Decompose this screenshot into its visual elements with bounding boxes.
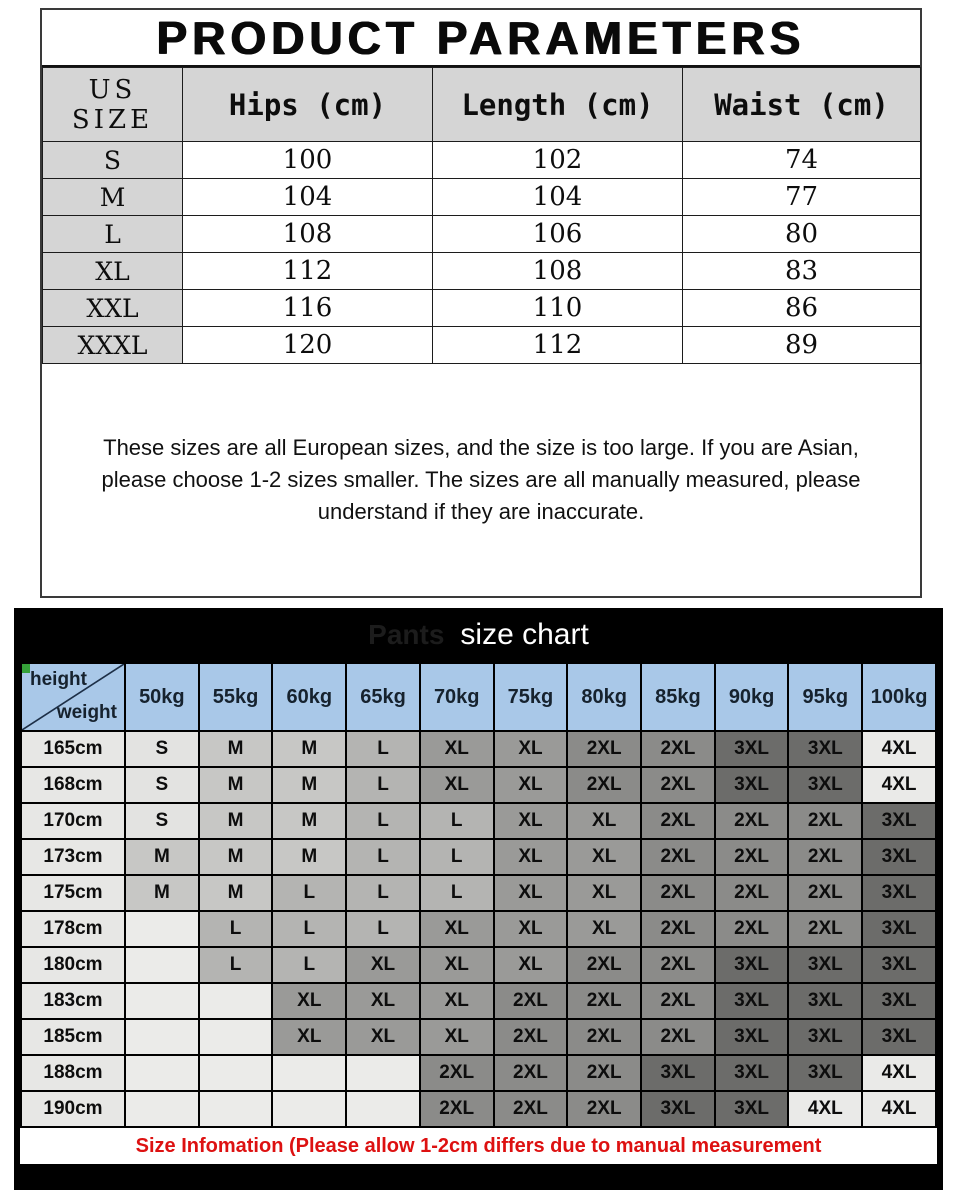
- sc-table-row: [21, 911, 936, 947]
- size-cell: 3XL: [715, 1055, 789, 1091]
- sc-table-row: [21, 1055, 936, 1091]
- pp-table-row: [43, 142, 921, 179]
- pp-value-cell: 108: [183, 216, 433, 253]
- pp-value-cell: 106: [433, 216, 683, 253]
- size-cell: 2XL: [567, 731, 641, 767]
- weight-column-header: 100kg: [862, 663, 936, 731]
- size-cell: 3XL: [788, 983, 862, 1019]
- height-row-label: 183cm: [21, 983, 125, 1019]
- size-cell: [125, 1019, 199, 1055]
- pp-table-row: [43, 179, 921, 216]
- size-cell: 2XL: [420, 1091, 494, 1127]
- size-cell: L: [272, 947, 346, 983]
- size-cell: L: [346, 875, 420, 911]
- size-cell: M: [199, 731, 273, 767]
- pp-value-cell: 104: [183, 179, 433, 216]
- size-cell: M: [272, 731, 346, 767]
- size-cell: 3XL: [862, 803, 936, 839]
- size-cell: M: [199, 767, 273, 803]
- size-chart-title: size chart: [460, 618, 589, 651]
- size-cell: M: [272, 803, 346, 839]
- sc-table-row: [21, 767, 936, 803]
- size-cell: XL: [346, 947, 420, 983]
- pp-value-cell: 80: [683, 216, 921, 253]
- pp-size-label: XXL: [43, 290, 183, 327]
- weight-label: weight: [56, 702, 117, 723]
- size-cell: 3XL: [788, 947, 862, 983]
- weight-column-header: 80kg: [567, 663, 641, 731]
- pp-size-label: XXXL: [43, 327, 183, 364]
- pp-value-cell: 83: [683, 253, 921, 290]
- sc-table-head: [21, 663, 936, 731]
- pp-value-cell: 104: [433, 179, 683, 216]
- size-cell: M: [272, 767, 346, 803]
- size-cell: L: [346, 911, 420, 947]
- product-parameters-section: [40, 8, 922, 598]
- size-chart-footer-note: Size Infomation (Please allow 1-2cm differs due to manual measurement: [20, 1128, 937, 1164]
- size-cell: L: [199, 911, 273, 947]
- weight-column-header: 55kg: [199, 663, 273, 731]
- size-cell: 3XL: [862, 875, 936, 911]
- height-row-label: 178cm: [21, 911, 125, 947]
- height-row-label: 165cm: [21, 731, 125, 767]
- size-cell: 2XL: [567, 767, 641, 803]
- pp-table-row: [43, 327, 921, 364]
- size-chart-section: [14, 608, 943, 1190]
- size-cell: 2XL: [715, 839, 789, 875]
- size-cell: [199, 1055, 273, 1091]
- size-cell: 2XL: [567, 1019, 641, 1055]
- pp-value-cell: 116: [183, 290, 433, 327]
- size-cell: 2XL: [641, 983, 715, 1019]
- size-cell: S: [125, 731, 199, 767]
- height-row-label: 170cm: [21, 803, 125, 839]
- size-cell: 4XL: [788, 1091, 862, 1127]
- sizing-note: These sizes are all European sizes, and the size is too large. If you are Asian, please choose 1-2 sizes smaller. The sizes are all manually measured, please understand if they are inaccurate.: [101, 435, 861, 524]
- size-cell: M: [199, 839, 273, 875]
- size-cell: XL: [494, 767, 568, 803]
- height-weight-corner-cell: [21, 663, 125, 731]
- sc-table-row: [21, 839, 936, 875]
- sc-table-row: [21, 1091, 936, 1127]
- size-cell: 2XL: [788, 875, 862, 911]
- height-row-label: 188cm: [21, 1055, 125, 1091]
- size-cell: 2XL: [641, 947, 715, 983]
- size-cell: L: [420, 839, 494, 875]
- size-cell: XL: [494, 947, 568, 983]
- size-cell: XL: [272, 1019, 346, 1055]
- size-cell: 3XL: [715, 1091, 789, 1127]
- size-chart-table: [20, 662, 937, 1128]
- size-cell: XL: [346, 983, 420, 1019]
- size-cell: 4XL: [862, 1091, 936, 1127]
- size-cell: 2XL: [788, 839, 862, 875]
- size-cell: 2XL: [788, 911, 862, 947]
- sc-table-row: [21, 731, 936, 767]
- size-cell: L: [420, 875, 494, 911]
- size-cell: L: [199, 947, 273, 983]
- sc-table-row: [21, 803, 936, 839]
- sc-table-row: [21, 1019, 936, 1055]
- size-cell: 3XL: [715, 731, 789, 767]
- size-cell: XL: [420, 983, 494, 1019]
- sc-table-body: [21, 731, 936, 1127]
- height-row-label: 180cm: [21, 947, 125, 983]
- size-cell: L: [272, 911, 346, 947]
- pp-table-row: [43, 290, 921, 327]
- size-cell: 2XL: [494, 1091, 568, 1127]
- pp-value-cell: 112: [433, 327, 683, 364]
- height-row-label: 190cm: [21, 1091, 125, 1127]
- size-cell: 3XL: [788, 731, 862, 767]
- size-cell: XL: [567, 839, 641, 875]
- size-cell: 3XL: [715, 1019, 789, 1055]
- size-cell: XL: [420, 731, 494, 767]
- height-label: height: [30, 669, 87, 690]
- pp-column-header: Length (cm): [433, 68, 683, 142]
- size-cell: L: [346, 731, 420, 767]
- size-cell: 2XL: [494, 1019, 568, 1055]
- sc-table-row: [21, 983, 936, 1019]
- pp-table-row: [43, 216, 921, 253]
- size-cell: 3XL: [641, 1091, 715, 1127]
- size-cell: XL: [346, 1019, 420, 1055]
- size-cell: XL: [494, 911, 568, 947]
- size-cell: 2XL: [567, 983, 641, 1019]
- size-cell: 2XL: [494, 983, 568, 1019]
- size-cell: 2XL: [715, 803, 789, 839]
- size-cell: 2XL: [420, 1055, 494, 1091]
- size-cell: XL: [420, 947, 494, 983]
- pp-column-header: US SIZE: [43, 68, 183, 142]
- pp-value-cell: 112: [183, 253, 433, 290]
- size-cell: [199, 983, 273, 1019]
- size-cell: 3XL: [788, 1055, 862, 1091]
- pp-table-body: [43, 142, 921, 364]
- pp-size-label: L: [43, 216, 183, 253]
- size-cell: XL: [420, 767, 494, 803]
- product-parameters-title: PRODUCT PARAMETERS: [42, 10, 920, 67]
- size-cell: 3XL: [862, 839, 936, 875]
- pp-value-cell: 100: [183, 142, 433, 179]
- size-cell: XL: [494, 731, 568, 767]
- watermark-text: Pants: [368, 619, 445, 650]
- pp-value-cell: 77: [683, 179, 921, 216]
- size-cell: L: [346, 767, 420, 803]
- size-cell: [125, 947, 199, 983]
- size-cell: 2XL: [788, 803, 862, 839]
- size-cell: 2XL: [641, 911, 715, 947]
- size-cell: M: [199, 875, 273, 911]
- size-cell: [199, 1019, 273, 1055]
- size-cell: XL: [272, 983, 346, 1019]
- pp-value-cell: 110: [433, 290, 683, 327]
- weight-column-header: 75kg: [494, 663, 568, 731]
- pp-size-label: S: [43, 142, 183, 179]
- size-cell: [272, 1091, 346, 1127]
- size-cell: XL: [420, 1019, 494, 1055]
- height-row-label: 168cm: [21, 767, 125, 803]
- pp-value-cell: 108: [433, 253, 683, 290]
- size-cell: L: [420, 803, 494, 839]
- size-cell: 2XL: [641, 731, 715, 767]
- size-cell: XL: [567, 875, 641, 911]
- size-chart-titlebar: [20, 608, 937, 662]
- size-cell: 3XL: [641, 1055, 715, 1091]
- size-cell: 3XL: [862, 947, 936, 983]
- product-parameters-table: [42, 67, 921, 364]
- weight-column-header: 70kg: [420, 663, 494, 731]
- pp-column-header: Waist (cm): [683, 68, 921, 142]
- size-cell: 3XL: [862, 983, 936, 1019]
- size-cell: XL: [494, 839, 568, 875]
- pp-column-header: Hips (cm): [183, 68, 433, 142]
- weight-column-header: 65kg: [346, 663, 420, 731]
- size-cell: 4XL: [862, 1055, 936, 1091]
- size-cell: [125, 1091, 199, 1127]
- size-cell: 2XL: [641, 803, 715, 839]
- size-cell: XL: [567, 803, 641, 839]
- size-cell: [199, 1091, 273, 1127]
- size-cell: 2XL: [567, 947, 641, 983]
- pp-value-cell: 74: [683, 142, 921, 179]
- size-cell: [346, 1055, 420, 1091]
- size-cell: 2XL: [641, 1019, 715, 1055]
- size-cell: 2XL: [715, 911, 789, 947]
- weight-column-header: 85kg: [641, 663, 715, 731]
- weight-column-header: 90kg: [715, 663, 789, 731]
- size-cell: M: [199, 803, 273, 839]
- sc-table-row: [21, 947, 936, 983]
- size-cell: 3XL: [715, 947, 789, 983]
- size-cell: XL: [567, 911, 641, 947]
- size-cell: 3XL: [788, 1019, 862, 1055]
- height-row-label: 175cm: [21, 875, 125, 911]
- size-cell: L: [272, 875, 346, 911]
- size-cell: M: [125, 875, 199, 911]
- pp-value-cell: 120: [183, 327, 433, 364]
- pp-value-cell: 89: [683, 327, 921, 364]
- size-cell: 3XL: [788, 767, 862, 803]
- size-cell: 4XL: [862, 767, 936, 803]
- weight-column-header: 60kg: [272, 663, 346, 731]
- pp-value-cell: 102: [433, 142, 683, 179]
- height-row-label: 185cm: [21, 1019, 125, 1055]
- size-cell: [125, 983, 199, 1019]
- pp-size-label: XL: [43, 253, 183, 290]
- pp-table-row: [43, 253, 921, 290]
- pp-table-head: [43, 68, 921, 142]
- size-cell: 2XL: [567, 1091, 641, 1127]
- size-cell: S: [125, 767, 199, 803]
- size-cell: 4XL: [862, 731, 936, 767]
- size-cell: 2XL: [567, 1055, 641, 1091]
- size-cell: S: [125, 803, 199, 839]
- size-cell: [125, 1055, 199, 1091]
- size-cell: 2XL: [641, 875, 715, 911]
- size-cell: 3XL: [715, 767, 789, 803]
- pp-value-cell: 86: [683, 290, 921, 327]
- pp-size-label: M: [43, 179, 183, 216]
- sc-table-row: [21, 875, 936, 911]
- size-cell: 2XL: [715, 875, 789, 911]
- size-cell: [272, 1055, 346, 1091]
- size-cell: 2XL: [494, 1055, 568, 1091]
- weight-column-header: 50kg: [125, 663, 199, 731]
- size-cell: XL: [494, 875, 568, 911]
- height-row-label: 173cm: [21, 839, 125, 875]
- green-corner-marker: [22, 664, 30, 673]
- size-cell: XL: [420, 911, 494, 947]
- size-cell: M: [272, 839, 346, 875]
- size-cell: XL: [494, 803, 568, 839]
- size-cell: L: [346, 803, 420, 839]
- size-cell: [125, 911, 199, 947]
- size-cell: 3XL: [862, 1019, 936, 1055]
- weight-column-header: 95kg: [788, 663, 862, 731]
- size-cell: M: [125, 839, 199, 875]
- size-cell: [346, 1091, 420, 1127]
- size-cell: 3XL: [862, 911, 936, 947]
- size-cell: 3XL: [715, 983, 789, 1019]
- size-cell: 2XL: [641, 767, 715, 803]
- size-cell: L: [346, 839, 420, 875]
- size-cell: 2XL: [641, 839, 715, 875]
